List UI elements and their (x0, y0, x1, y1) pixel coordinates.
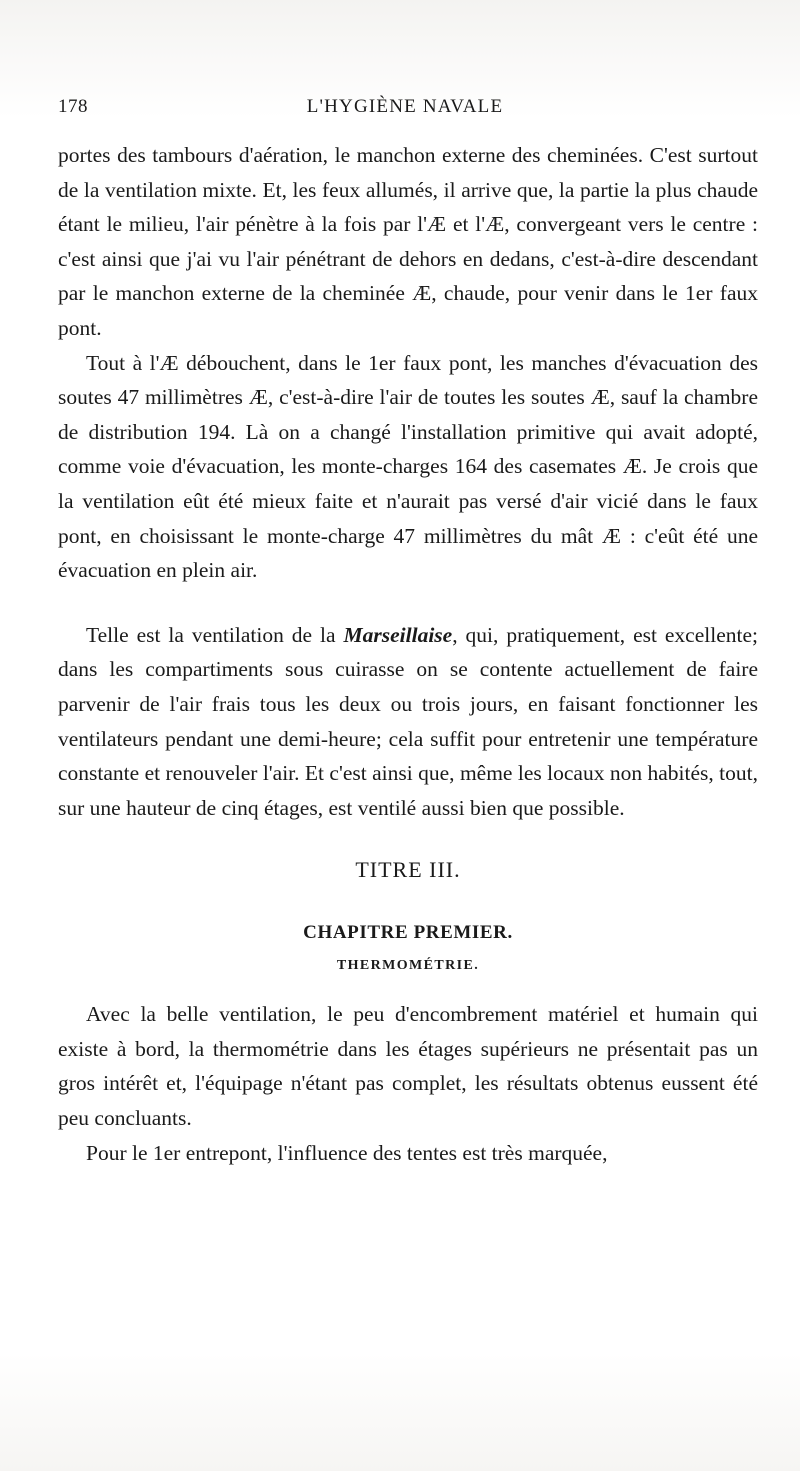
running-title: L'HYGIÈNE NAVALE (306, 96, 504, 117)
body-text (58, 138, 758, 1170)
section-title: TITRE III. (355, 857, 461, 883)
paragraph-marseillaise (58, 618, 758, 826)
paragraph-entrepont: Pour le 1er entrepont, l'influence des tentes est très marquée, (86, 1140, 608, 1165)
paragraph-thermometrie: Avec la belle ventilation, le peu d'encombrement matériel et humain qui existe à bord, la thermométrie dans les étages supérieurs ne présentait pas un gros intérêt et, l'équipage n'étant pas complet, les résultats obtenus eussent été peu concluants. (58, 1002, 758, 1131)
paragraph-text-end: , qui, pratiquement, est excellente; dans les compartiments sous cuirasse on se contente actuellement de faire parvenir de l'air frais tous les deux ou trois jours, en faisant fonctionner les ventilateurs pendant une demi-heure; cela suffit pour entretenir une température constante et renouveler l'air. Et c'est ainsi que, même les locaux non habités, tout, sur une hauteur de cinq étages, est ventilé aussi bien que possible. (58, 622, 758, 820)
chapter-heading: CHAPITRE PREMIER. (303, 922, 513, 944)
paragraph-evacuation: Tout à l'Æ débouchent, dans le 1er faux pont, les manches d'évacuation des soutes 47 millimètres Æ, c'est-à-dire l'air de toutes les soutes Æ, sauf la chambre de distribution 194. Là on a changé l'installation primitive qui avait adopté, comme voie d'évacuation, les monte-charges 164 des casemates Æ. Je crois que la ventilation eût été mieux faite et n'aurait pas versé d'air vicié dans le faux pont, en choisissant le monte-charge 47 millimètres du mât Æ : c'eût été une évacuation en plein air. (58, 350, 758, 583)
running-header (58, 96, 752, 122)
paragraph-continued: portes des tambours d'aération, le manchon externe des cheminées. C'est surtout de la ventilation mixte. Et, les feux allumés, il arrive que, la partie la plus chaude étant le milieu, l'air pénètre à la fois par l'Æ et l'Æ, convergeant vers le centre : c'est ainsi que j'ai vu l'air pénétrant de dehors en dedans, c'est-à-dire descendant par le manchon externe de la cheminée Æ, chaude, pour venir dans le 1er faux pont. (58, 143, 758, 340)
subsection-heading: THERMOMÉTRIE. (336, 958, 480, 974)
page-number: 178 (58, 96, 88, 117)
paragraph-text-start: Telle est la ventilation de la (86, 622, 344, 647)
ship-name: Marseillaise (343, 622, 453, 647)
